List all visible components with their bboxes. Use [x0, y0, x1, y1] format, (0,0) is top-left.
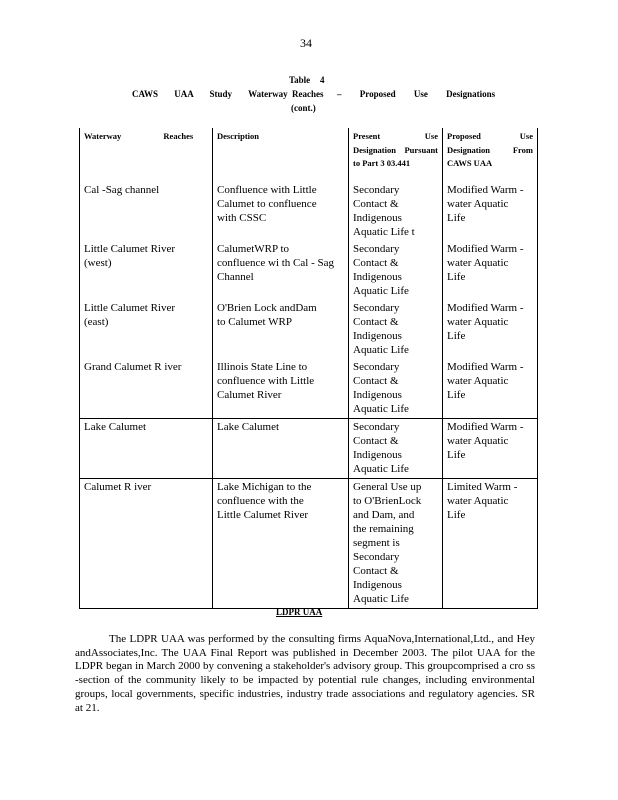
description-cell: Confluence with Little Calumet to confluence with CSSC	[213, 182, 349, 241]
description-cell: Lake Calumet	[213, 419, 349, 479]
proposed-cell: Modified Warm - water Aquatic Life	[443, 300, 538, 359]
caption-right: – Proposed Use Designations	[337, 89, 496, 99]
present-cell: Secondary Contact & Indigenous Aquatic Life	[349, 419, 443, 479]
table-row	[80, 182, 538, 241]
present-cell: Secondary Contact & Indigenous Aquatic Life	[349, 241, 443, 300]
table-row	[80, 359, 538, 419]
proposed-cell: Limited Warm - water Aquatic Life	[443, 479, 538, 609]
header-waterway: Waterway Reaches	[80, 128, 213, 182]
caption-left: CAWS UAA Study Waterway	[132, 89, 288, 99]
page-number: 34	[300, 36, 312, 50]
proposed-cell: Modified Warm - water Aquatic Life	[443, 359, 538, 419]
table-row	[80, 241, 538, 300]
proposed-cell: Modified Warm - water Aquatic Life	[443, 241, 538, 300]
waterway-cell: Little Calumet River (west)	[80, 241, 213, 300]
table-label: Table	[289, 75, 311, 85]
proposed-cell: Modified Warm - water Aquatic Life	[443, 182, 538, 241]
description-cell: Illinois State Line to confluence with Little Calumet River	[213, 359, 349, 419]
table-row	[80, 300, 538, 359]
waterway-cell: Lake Calumet	[80, 419, 213, 479]
waterway-cell: Grand Calumet R iver	[80, 359, 213, 419]
caption-cont: (cont.)	[291, 103, 316, 113]
present-cell: Secondary Contact & Indigenous Aquatic Life t	[349, 182, 443, 241]
header-present: Present Use Designation Pursuant to Part 3 03.441	[349, 128, 443, 182]
present-cell: General Use up to O'BrienLock and Dam, and the remaining segment is Secondary Contact & Indigenous Aquatic Life	[349, 479, 443, 609]
description-cell: Lake Michigan to the confluence with the Little Calumet River	[213, 479, 349, 609]
paragraph-text: The LDPR UAA was performed by the consulting firms AquaNova,International,Ltd., and Hey andAssociates,Inc. The UAA Final Report was published in December 2003. The pilot UAA for the LDPR began in March 2000 by convening a stakeholder's advisory group. This groupcomprised a cro ss -section of the community likely to be impacted by potential rule changes, including environmental groups, local governments, specific industries, industry trade associations and regulatory agencies. SR at 21.	[75, 633, 535, 714]
table-number: 4	[320, 75, 325, 85]
waterway-cell: Cal -Sag channel	[80, 182, 213, 241]
body-paragraph	[75, 633, 535, 715]
header-proposed: Proposed Use Designation From CAWS UAA	[443, 128, 538, 182]
caption-reaches: Reaches	[292, 89, 324, 99]
table-row	[80, 479, 538, 609]
designations-table	[79, 128, 538, 609]
description-cell: O'Brien Lock andDam to Calumet WRP	[213, 300, 349, 359]
header-description: Description	[213, 128, 349, 182]
waterway-cell: Little Calumet River (east)	[80, 300, 213, 359]
section-heading: LDPR UAA	[276, 607, 323, 617]
present-cell: Secondary Contact & Indigenous Aquatic Life	[349, 300, 443, 359]
table-row	[80, 419, 538, 479]
description-cell: CalumetWRP to confluence wi th Cal - Sag Channel	[213, 241, 349, 300]
present-cell: Secondary Contact & Indigenous Aquatic Life	[349, 359, 443, 419]
waterway-cell: Calumet R iver	[80, 479, 213, 609]
proposed-cell: Modified Warm - water Aquatic Life	[443, 419, 538, 479]
